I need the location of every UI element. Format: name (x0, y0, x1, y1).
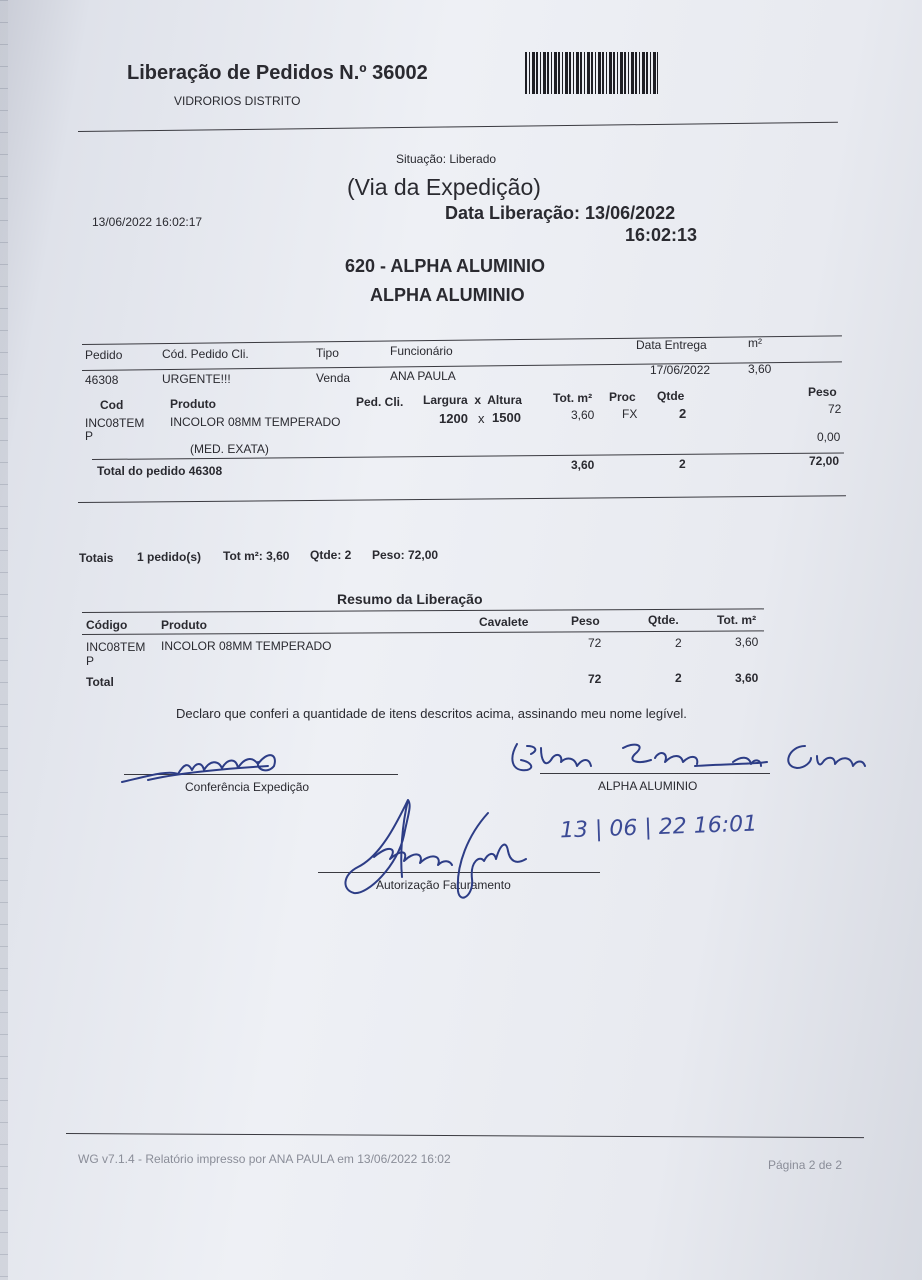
paper-edge (0, 0, 8, 1280)
item-produto: INCOLOR 08MM TEMPERADO (170, 415, 341, 429)
summary-total-tot-m2: 3,60 (735, 671, 759, 685)
barcode (525, 52, 658, 94)
order-pedido: 46308 (85, 373, 119, 387)
autorizacao-label: Autorização Faturamento (376, 878, 511, 892)
order-table-top-line (82, 335, 842, 345)
footer-divider (66, 1133, 864, 1138)
conferencia-signature (118, 740, 288, 790)
summary-title: Resumo da Liberação (337, 591, 483, 607)
order-m2: 3,60 (748, 362, 772, 376)
order-bottom-line (78, 495, 846, 503)
col-funcionario-header: Funcionário (390, 344, 453, 358)
print-datetime: 13/06/2022 16:02:17 (92, 215, 203, 229)
order-total-peso: 72,00 (809, 454, 840, 468)
summary-total-qtde: 2 (675, 671, 682, 685)
company-name: VIDRORIOS DISTRITO (174, 94, 301, 108)
item-ped-cli-header: Ped. Cli. (356, 395, 404, 409)
item-proc-header: Proc (609, 390, 636, 404)
summary-tot-m2-header: Tot. m² (717, 613, 757, 627)
release-date: Data Liberação: 13/06/2022 (445, 203, 676, 223)
item-cod-line1: INC08TEM (85, 416, 145, 430)
client-signature (505, 738, 870, 780)
client-name: ALPHA ALUMINIO (370, 285, 525, 305)
summary-peso-header: Peso (571, 614, 600, 628)
handwritten-date: 13 | 06 | 22 16:01 (559, 811, 758, 844)
client-signature-label: ALPHA ALUMINIO (598, 779, 698, 793)
item-obs: (MED. EXATA) (190, 442, 269, 456)
header-divider (78, 122, 838, 132)
col-cod-pedido-cli-header: Cód. Pedido Cli. (162, 347, 249, 361)
totals-tot-m2: Tot m²: 3,60 (223, 549, 290, 563)
status-text: Situação: Liberado (396, 152, 497, 166)
item-peso-extra: 0,00 (817, 430, 841, 444)
order-data-entrega: 17/06/2022 (650, 363, 711, 377)
document-title: Liberação de Pedidos N.º 36002 (127, 62, 428, 84)
declaration-text: Declaro que conferi a quantidade de itens descritos acima, assinando meu nome legível. (176, 706, 687, 721)
item-tot-m2-header: Tot. m² (553, 391, 593, 405)
order-total-m2: 3,60 (571, 458, 595, 472)
footer-print-info: WG v7.1.4 - Relatório impresso por ANA PAULA em 13/06/2022 16:02 (78, 1152, 451, 1166)
order-total-label: Total do pedido 46308 (97, 464, 223, 478)
summary-total-peso: 72 (588, 672, 602, 686)
item-peso: 72 (828, 402, 842, 416)
summary-peso: 72 (588, 636, 602, 650)
totals-pedidos: 1 pedido(s) (137, 550, 202, 564)
totals-peso: Peso: 72,00 (372, 548, 439, 562)
item-tot-m2: 3,60 (571, 408, 595, 422)
summary-qtde-header: Qtde. (648, 613, 679, 627)
item-peso-header: Peso (808, 385, 837, 399)
summary-produto: INCOLOR 08MM TEMPERADO (161, 639, 332, 653)
summary-tot-m2: 3,60 (735, 635, 759, 649)
release-time: 16:02:13 (625, 225, 698, 245)
summary-cavalete-header: Cavalete (479, 615, 529, 629)
item-qtde-header: Qtde (657, 389, 685, 403)
item-cod-header: Cod (100, 398, 124, 412)
client-code-name: 620 - ALPHA ALUMINIO (345, 256, 546, 276)
page-number: Página 2 de 2 (768, 1158, 843, 1172)
conferencia-label: Conferência Expedição (185, 780, 310, 794)
item-qtde: 2 (679, 406, 687, 421)
totals-label: Totais (79, 551, 114, 565)
summary-codigo-line2: P (86, 654, 95, 668)
autorizacao-signature (338, 795, 538, 905)
col-tipo-header: Tipo (316, 346, 339, 360)
order-cod-pedido-cli: URGENTE!!! (162, 372, 231, 386)
item-proc: FX (622, 407, 638, 421)
totals-qtde: Qtde: 2 (310, 548, 352, 562)
summary-qtde: 2 (675, 636, 682, 650)
col-pedido-header: Pedido (85, 348, 123, 362)
item-produto-header: Produto (170, 397, 216, 411)
summary-codigo-line1: INC08TEM (86, 640, 146, 654)
item-altura: 1500 (492, 410, 521, 425)
item-cod-line2: P (85, 429, 94, 443)
order-funcionario: ANA PAULA (390, 369, 456, 383)
copy-type: (Via da Expedição) (347, 174, 541, 200)
summary-total-label: Total (86, 675, 114, 689)
col-data-entrega-header: Data Entrega (636, 338, 707, 352)
order-total-qtde: 2 (679, 457, 686, 471)
item-largura: 1200 (439, 411, 468, 426)
col-m2-header: m² (748, 336, 762, 350)
order-tipo: Venda (316, 371, 351, 385)
order-header-underline (82, 361, 842, 371)
summary-produto-header: Produto (161, 618, 207, 632)
item-times-sign: x (478, 411, 485, 426)
summary-codigo-header: Código (86, 618, 128, 632)
item-largura-altura-header: Largura x Altura (423, 393, 522, 407)
